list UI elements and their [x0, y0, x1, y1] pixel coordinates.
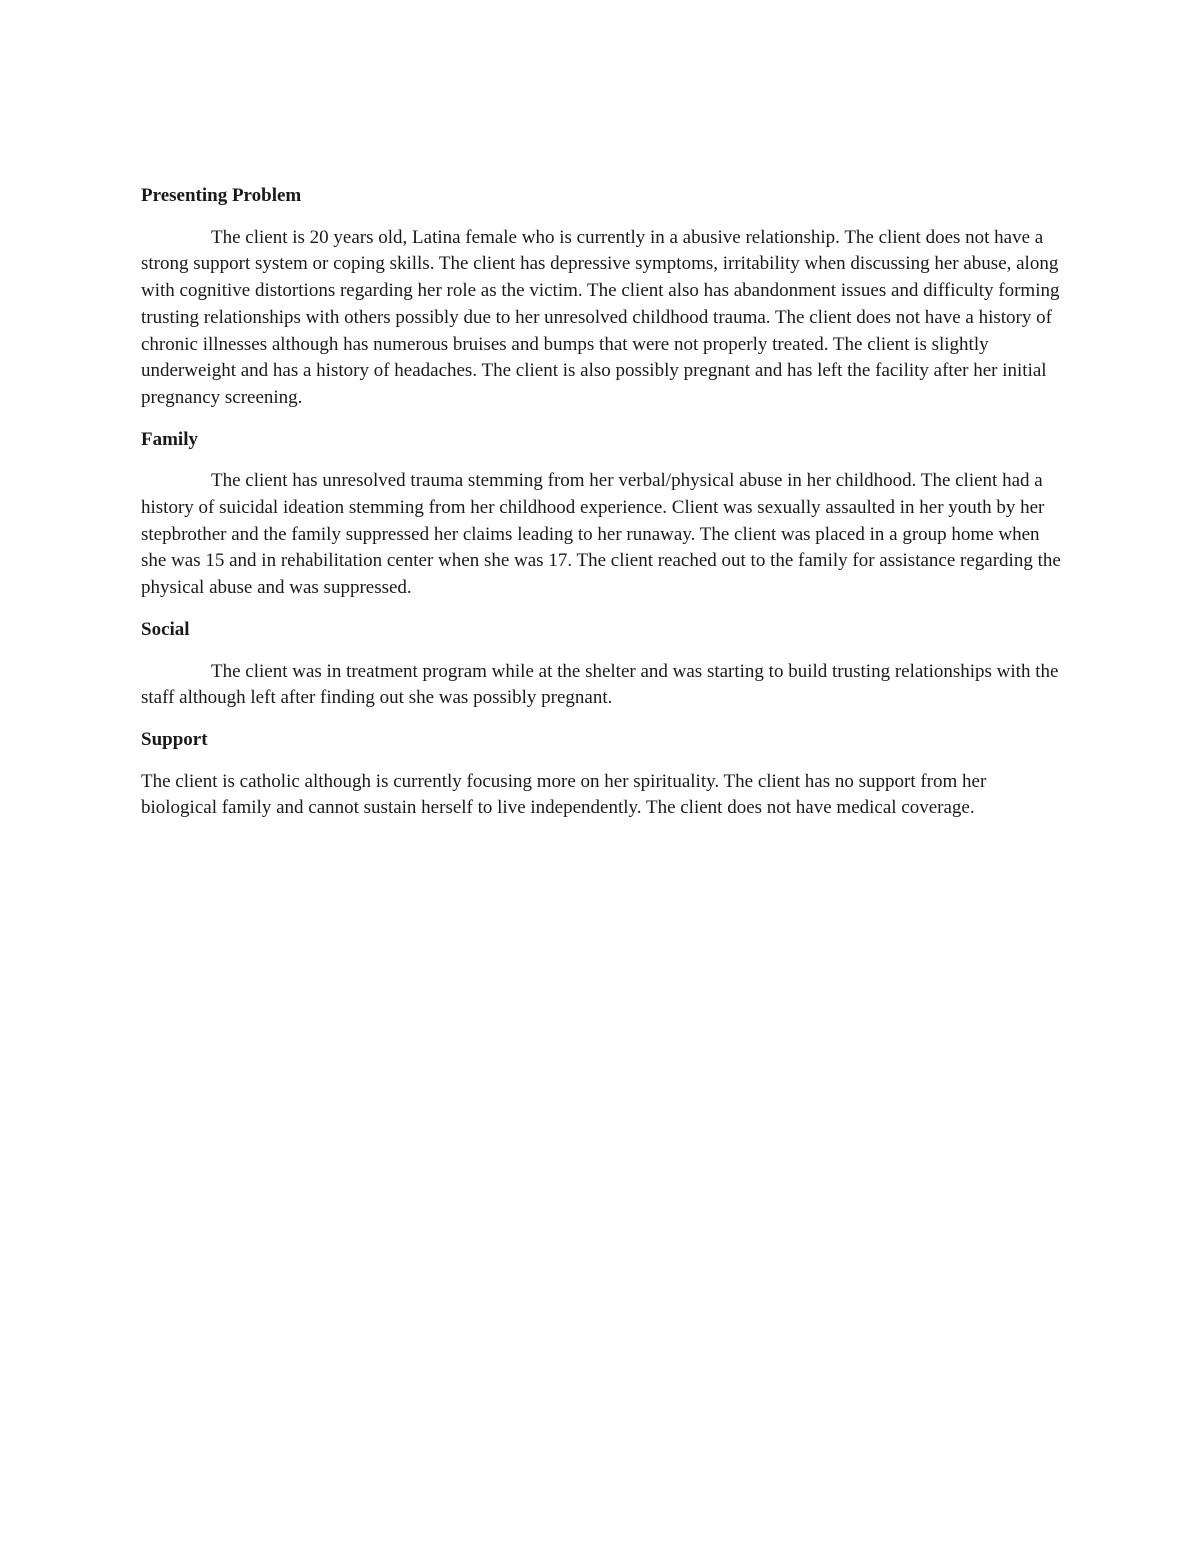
paragraph-presenting-problem: The client is 20 years old, Latina female who is currently in a abusive relationship. The client does not have a strong support system or coping skills. The client has depressive symptoms, irritability when discussing her abuse, along with cognitive distortions regarding her role as the victim. The client also has abandonment issues and difficulty forming trusting relationships with others possibly due to her unresolved childhood trauma. The client does not have a history of chronic illnesses although has numerous bruises and bumps that were not properly treated. The client is slightly underweight and has a history of headaches. The client is also possibly pregnant and has left the facility after her initial pregnancy screening. [141, 226, 1060, 408]
heading-family: Family [141, 428, 198, 450]
heading-social: Social [141, 618, 190, 640]
paragraph-social: The client was in treatment program while at the shelter and was starting to build trusting relationships with the staff although left after finding out she was possibly pregnant. [141, 660, 1059, 709]
paragraph-family: The client has unresolved trauma stemming from her verbal/physical abuse in her childhood. The client had a history of suicidal ideation stemming from her childhood experience. Client was sexually assaulted in her youth by her stepbrother and the family suppressed her claims leading to her runaway. The client was placed in a group home when she was 15 and in rehabilitation center when she was 17. The client reached out to the family for assistance regarding the physical abuse and was suppressed. [141, 470, 1061, 599]
heading-support: Support [141, 728, 208, 750]
paragraph-support: The client is catholic although is currently focusing more on her spirituality. The client has no support from her biological family and cannot sustain herself to live independently. The client does not have medical coverage. [141, 770, 987, 819]
document-body [141, 183, 1061, 837]
heading-presenting-problem: Presenting Problem [141, 185, 302, 206]
